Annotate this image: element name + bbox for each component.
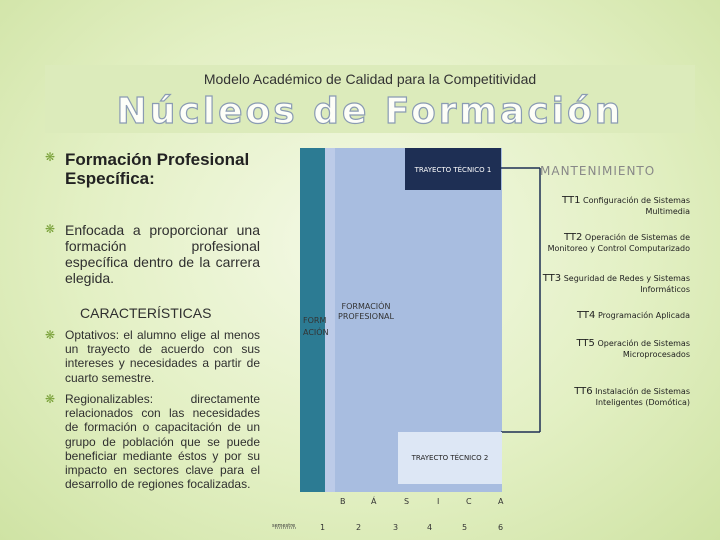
bullet-icon: ❋	[45, 328, 56, 342]
basica-letter: I	[437, 497, 440, 506]
tt-text: Seguridad de Redes y Sistemas Informáticos	[563, 274, 690, 294]
basica-letter: B	[340, 497, 346, 506]
bullet-text: Optativos: el alumno elige al menos un trayecto de acuerdo con sus intereses y necesidades a partir de cuarto semestre.	[65, 328, 260, 385]
basica-letter: A	[498, 497, 504, 506]
page-title: Núcleos de Formación	[116, 91, 624, 132]
tt-item	[530, 386, 690, 408]
tt-item	[525, 232, 690, 254]
basica-letter: S	[404, 497, 410, 506]
tt-text: Programación Aplicada	[597, 311, 690, 320]
formacion-profesional-label: FORMACIÓN PROFESIONAL	[338, 302, 394, 321]
page-subtitle: Modelo Académico de Calidad para la Competitividad	[203, 71, 537, 87]
tt-item	[525, 273, 690, 295]
tt-code: TT3	[542, 273, 562, 284]
tt-item	[520, 195, 690, 217]
basica-letter: Á	[371, 497, 377, 506]
section-heading: Formación Profesional Específica:	[65, 150, 250, 188]
bullet-text: Regionalizables: directamente relacionados con las necesidades de formación o capacitación de un grupo de población que se puede beneficiar mediante éstos y por su impacto en sectores clave para el desarrollo de regiones focalizadas.	[65, 392, 260, 492]
tt-text: Operación de Sistemas Microprocesados	[597, 339, 690, 359]
basica-letter: C	[466, 497, 472, 506]
bullet-icon: ❋	[45, 222, 56, 236]
semester-number: 4	[427, 523, 433, 532]
tt-text: Instalación de Sistemas Inteligentes (Domótica)	[595, 387, 690, 407]
semester-number: 3	[393, 523, 399, 532]
tt-text: Operación de Sistemas de Monitoreo y Control Computarizado	[547, 233, 690, 253]
semester-number: 2	[356, 523, 362, 532]
trayecto-tecnico-2: TRAYECTO TÉCNICO 2	[398, 432, 502, 484]
trayecto-tecnico-1: TRAYECTO TÉCNICO 1	[405, 148, 501, 190]
tt-item	[535, 338, 690, 360]
semester-number: 1	[320, 523, 326, 532]
bullet-icon: ❋	[45, 392, 56, 406]
semester-number: 5	[462, 523, 468, 532]
tt-code: TT1	[562, 195, 581, 206]
tt-code: TT6	[574, 386, 593, 397]
diagram-inner-band	[325, 148, 335, 492]
tt-code: TT5	[576, 338, 595, 349]
characteristics-title: CARACTERÍSTICAS	[80, 305, 212, 321]
formacion-side-label-1: FORM	[303, 316, 327, 325]
tt-item	[520, 310, 690, 321]
mantenimiento-label: MANTENIMIENTO	[540, 164, 656, 178]
tt-code: TT4	[576, 310, 596, 321]
tt-code: TT2	[563, 232, 583, 243]
semester-number: 6	[498, 523, 504, 532]
section-description: Enfocada a proporcionar una formación profesional específica dentro de la carrera elegida.	[65, 222, 260, 286]
tt-text: Configuración de Sistemas Multimedia	[583, 196, 690, 216]
bullet-icon: ❋	[45, 150, 56, 164]
formacion-side-label-2: ACIÓN	[303, 328, 329, 337]
semester-axis-label: semestre	[272, 523, 296, 529]
